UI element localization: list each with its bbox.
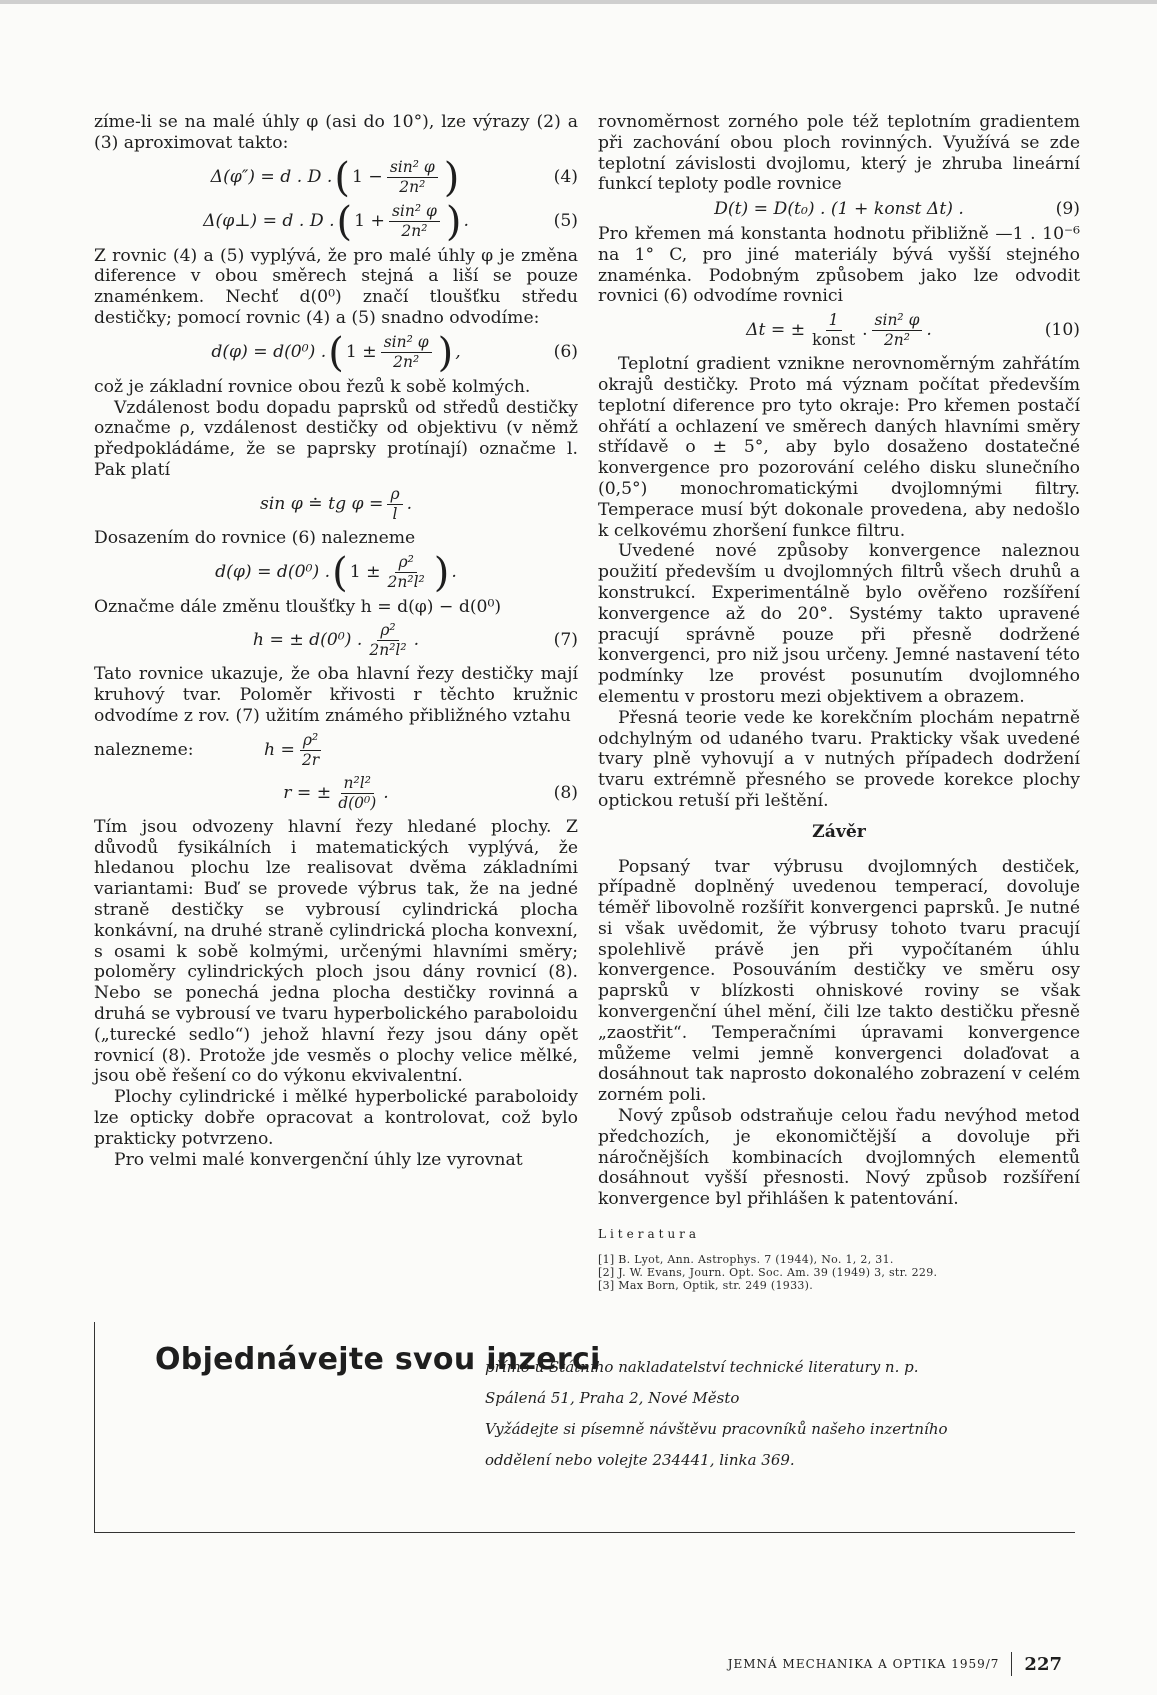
equation-number: (5) [553,211,578,232]
page-footer [728,1652,1062,1676]
advertisement-line: Vyžádejte si písemně návštěvu pracovníků našeho inzertního [485,1420,948,1438]
journal-name: JEMNÁ MECHANIKA A OPTIKA 1959/7 [727,1657,1000,1671]
equation-7: h = ± d(0⁰) . $\frac{\text{ρ²}}{\text{2n²l²}}$ . (7) [252,621,578,660]
equation-8: r = ± $\frac{\text{n²l²}}{\text{d(0⁰)}}$ . (8) [283,773,578,812]
paragraph: Popsaný tvar výbrusu dvojlomných destiček, případně doplněný uvedenou temperací, dovoluje téměř libovolně rozšířit konvergenci paprsků. Je nutné si však uvědomit, že výbrusy tohoto tvaru pracují spolehlivě právě jen při vypočítaném úhlu konvergence. Posouváním destičky ve směru osy paprsků v blízkosti ohniskové roviny se však konvergenční úhel mění, čili lze takto destičku přesně „zaostřit“. Temperačními úpravami konvergence můžeme velmi jemně konvergenci dolaďovat a dosáhnout tak naprosto dokonalého zobrazení v celém zorném poli. [598,856,1080,1106]
section-heading: Závěr [812,821,866,842]
equation-number: (10) [1044,320,1080,341]
paragraph: Teplotní gradient vznikne nerovnoměrným zahřátím okrajů destičky. Proto má význam počítat především teplotní diference pro tyto okraje: Pro křemen postačí ohřátí a ochlazení ve směrech daných hlavními směry střídavě o ± 5°, aby bylo dosaženo dostatečné konvergence pro pozorování celého disku slunečního (0,5°) monochromatickými dvojlomnými filtry. Temperace musí být dokonale provedena, aby nedošlo k celkovému zhoršení funkce filtru. [598,354,1080,541]
equation-9: D(t) = D(t₀) . (1 + konst Δt) . (9) [714,199,1080,220]
paragraph: Tato rovnice ukazuje, že oba hlavní řezy destičky mají kruhový tvar. Poloměr křivosti r těchto kružnic odvodíme z rov. (7) užitím známého přibližného vztahu [94,664,578,726]
references-heading: Literatura [598,1227,701,1242]
advertisement-text [485,1352,948,1476]
paragraph: Nový způsob odstraňuje celou řadu nevýhod metod předchozích, je ekonomičtější a dovoluje při náročnějších kombinacích dvojlomných elementů dosáhnout vyšší přesnosti. Nový způsob rozšíření konvergence byl přihlášen k patentování. [598,1106,1080,1210]
reference-item: [3] Max Born, Optik, str. 249 (1933). [598,1278,814,1292]
reference-item: [1] B. Lyot, Ann. Astrophys. 7 (1944), No. 1, 2, 31. [598,1252,894,1266]
equation-number: (4) [553,167,578,188]
equation-6: d(φ) = d(0⁰) . ( 1 ± $\frac{\text{sin² φ}}{\text{2n²}}$ ) , (6) [211,329,578,376]
equation-h: nalezneme: h = $\frac{\text{ρ²}}{2r}$ [94,731,578,770]
equation-d: d(φ) = d(0⁰) . ( 1 ± $\frac{\text{ρ²}}{\text{2n²l²}}$ ) . [215,549,457,596]
page-number: 227 [1024,1653,1062,1675]
equation-10: Δt = ± $\frac{1}{\text{konst}}$ . $\frac{\text{sin² φ}}{\text{2n²}}$ . (10) [746,311,1080,350]
paragraph: Pro velmi malé konvergenční úhly lze vyrovnat [114,1149,523,1170]
equation-number: (7) [553,630,578,651]
paragraph: Označme dále změnu tloušťky h = d(φ) − d(0⁰) [94,596,502,617]
paragraph: Přesná teorie vede ke korekčním plochám nepatrně odchylným od udaného tvaru. Prakticky však uvedené tvary plně vyhovují a v nutných případech dodržení tvaru extrémně přesného se provede korekce plochy optickou retuší při leštění. [598,707,1080,811]
paragraph: Plochy cylindrické i mělké hyperbolické paraboloidy lze opticky dobře opracovat a kontrolovat, což bylo prakticky potvrzeno. [94,1087,578,1149]
paragraph: což je základní rovnice obou řezů k sobě kolmých. [94,376,531,397]
advertisement-line: Spálená 51, Praha 2, Nové Město [485,1389,740,1407]
paragraph: zíme-li se na malé úhly φ (asi do 10°), lze výrazy (2) a (3) aproximovat takto: [94,112,578,153]
paragraph: Z rovnic (4) a (5) vyplývá, že pro malé úhly φ je změna diference v obou směrech stejná a liší se pouze znaménkem. Nechť d(0⁰) značí tloušťku středu destičky; pomocí rovnic (4) a (5) snadno odvodíme: [94,245,578,328]
equation-number: (6) [553,342,578,363]
paragraph: Pro křemen má konstanta hodnotu přibližně —1 . 10⁻⁶ na 1° C, pro jiné materiály bývá vyšší stejného znaménka. Podobným způsobem jako lze odvodit rovnici (6) odvodíme rovnici [598,223,1080,307]
top-rule [0,0,1157,4]
left-column [94,112,578,1170]
advertisement-line: oddělení nebo volejte 234441, linka 369. [485,1451,795,1469]
equation-number: (9) [1055,199,1080,220]
paragraph: Dosazením do rovnice (6) nalezneme [94,527,416,548]
paragraph: Tím jsou odvozeny hlavní řezy hledané plochy. Z důvodů fysikálních i matematických vyplývá, že hledanou plochu lze realisovat dvěma základními variantami: Buď se provede výbrus tak, že na jedné straně destičky se vybrousí cylindrická plocha konkávní, na druhé straně cylindrická plocha konvexní, s osami k sobě kolmými, určenými hlavními směry; poloměry cylindrických ploch jsou dány rovnicí (8). Nebo se ponechá jedna plocha destičky rovinná a druhá se vybrousí ve tvaru hyperbolického paraboloidu („turecké sedlo“) jehož hlavní řezy jsou dány opět rovnicí (8). Protože jde vesměs o plochy velice mělké, jsou obě řešení co do výkonu ekvivalentní. [94,816,578,1087]
reference-item: [2] J. W. Evans, Journ. Opt. Soc. Am. 39 (1949) 3, str. 229. [598,1265,938,1279]
advertisement-box [94,1322,1075,1533]
references-list [598,1253,1080,1292]
right-column [598,112,1080,1292]
footer-divider [1011,1652,1012,1676]
equation-number: (8) [553,782,578,803]
equation-5: Δ(φ⊥) = d . D . ( 1 + $\frac{\text{sin² φ}}{\text{2n²}}$ ) . (5) [203,198,578,245]
paragraph: Vzdálenost bodu dopadu paprsků od středů destičky označme ρ, vzdálenost destičky od objektivu (v němž předpokládáme, že se paprsky protínají) označme l. Pak platí [94,397,578,480]
paragraph: rovnoměrnost zorného pole též teplotním gradientem při zachování obou ploch rovinných. Využívá se zde teplotní závislosti dvojlomu, který je zhruba lineární funkcí teploty podle rovnice [598,112,1080,195]
advertisement-title: Objednávejte svou inzerci [155,1342,601,1377]
equation-sin: sin φ ≐ tg φ = $\frac{\rho}{l}$ . [259,484,413,523]
advertisement-line: přímo u Státního nakladatelství technické literatury n. p. [485,1358,919,1376]
equation-4: Δ(φ″) = d . D . ( 1 − $\frac{\text{sin² φ}}{\text{2n²}}$ ) (4) [210,154,578,201]
paragraph: Uvedené nové způsoby konvergence naleznou použití především u dvojlomných filtrů všech druhů a konstrukcí. Experimentálně bylo ověřeno rozšíření konvergence až do 20°. Systémy takto upravené pracují správně pouze při přesně dodržené konvergenci, pro niž jsou určeny. Jemné nastavení této podmínky lze provést posunutím dvojlomného elementu v prostoru mezi objektivem a obrazem. [598,541,1080,707]
